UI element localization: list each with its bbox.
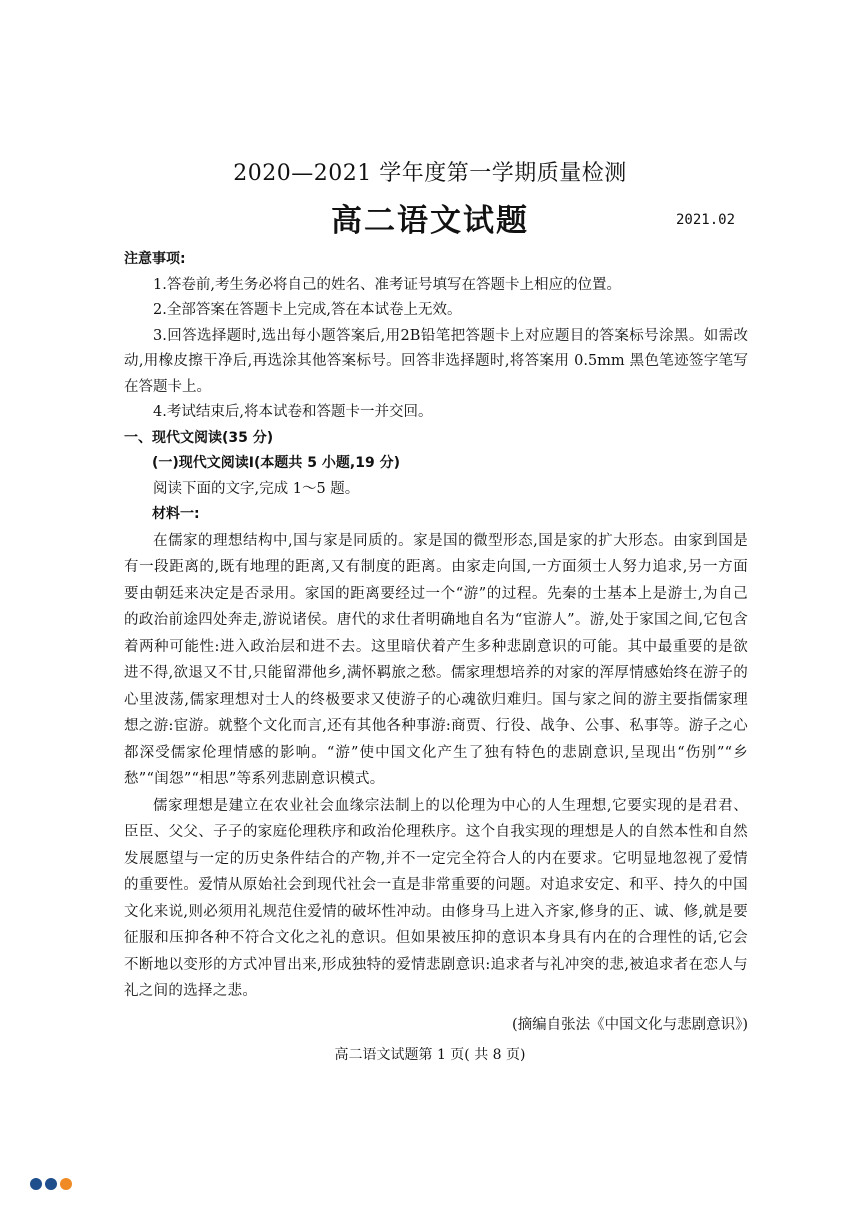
- notice-item-1: 1.答卷前,考生务必将自己的姓名、准考证号填写在答题卡上相应的位置。: [153, 276, 621, 293]
- exam-subtitle: 2020—2021 学年度第一学期质量检测: [233, 161, 627, 186]
- notice-heading: 注意事项:: [124, 251, 186, 267]
- dot-icon-3: [60, 1178, 72, 1190]
- material-source: (摘编自张法《中国文化与悲剧意识》): [511, 1016, 748, 1033]
- material-label: 材料一:: [152, 506, 200, 522]
- material-paragraph-1: 在儒家的理想结构中,国与家是同质的。家是国的微型形态,国是家的扩大形态。由家到国是有一段距离的,既有地理的距离,又有制度的距离。由家走向国,一方面须士人努力追求,另一方面要由朝廷来决定是否录用。家国的距离要经过一个“游”的过程。先秦的士基本上是游士,为自己的政治前途四处奔走,游说诸侯。唐代的求仕者明确地自名为“宦游人”。游,处于家国之间,它包含着两种可能性:进入政治层和进不去。这里暗伏着产生多种悲剧意识的可能。其中最重要的是欲进不得,欲退又不甘,只能留滞他乡,满怀羁旅之愁。儒家理想培养的对家的浑厚情感始终在游子的心里波荡,儒家理想对士人的终极要求又使游子的心魂欲归难归。国与家之间的游主要指儒家理想之游:宦游。就整个文化而言,还有其他各种事游:商贾、行役、战争、公事、私事等。游子之心都深受儒家伦理情感的影响。“游”使中国文化产生了独有特色的悲剧意识,呈现出“伤别”“乡愁”“闺怨”“相思”等系列悲剧意识模式。: [124, 532, 748, 787]
- notice-item-3: 3.回答选择题时,选出每小题答案后,用2B铅笔把答题卡上对应题目的答案标号涂黑。如需改动,用橡皮擦干净后,再选涂其他答案标号。回答非选择题时,将答案用 0.5mm 黑色笔迹签字笔写在答题卡上。: [124, 327, 748, 395]
- subsection-heading: (一)现代文阅读Ⅰ(本题共 5 小题,19 分): [152, 455, 400, 471]
- brand-dots: [30, 1178, 72, 1190]
- page-footer: 高二语文试题第 1 页( 共 8 页): [334, 1047, 526, 1063]
- exam-date: 2021.02: [676, 212, 736, 228]
- reading-instruction: 阅读下面的文字,完成 1～5 题。: [153, 480, 360, 497]
- notice-item-2: 2.全部答案在答题卡上完成,答在本试卷上无效。: [153, 302, 462, 318]
- dot-icon-1: [30, 1178, 42, 1190]
- dot-icon-2: [45, 1178, 57, 1190]
- exam-title: 高二语文试题: [331, 203, 529, 239]
- section-heading: 一、现代文阅读(35 分): [124, 429, 274, 446]
- material-paragraph-2: 儒家理想是建立在农业社会血缘宗法制上的以伦理为中心的人生理想,它要实现的是君君、臣臣、父父、子子的家庭伦理秩序和政治伦理秩序。这个自我实现的理想是人的自然本性和自然发展愿望与一定的历史条件结合的产物,并不一定完全符合人的内在要求。它明显地忽视了爱情的重要性。爱情从原始社会到现代社会一直是非常重要的问题。对追求安定、和平、持久的中国文化来说,则必须用礼规范住爱情的破坏性冲动。由修身马上进入齐家,修身的正、诚、修,就是要征服和压抑各种不符合文化之礼的意识。但如果被压抑的意识本身具有内在的合理性的话,它会不断地以变形的方式冲冒出来,形成独特的爱情悲剧意识:追求者与礼冲突的悲,被追求者在恋人与礼之间的选择之悲。: [124, 797, 748, 999]
- notice-item-4: 4.考试结束后,将本试卷和答题卡一并交回。: [153, 404, 433, 420]
- exam-content: [124, 247, 748, 1038]
